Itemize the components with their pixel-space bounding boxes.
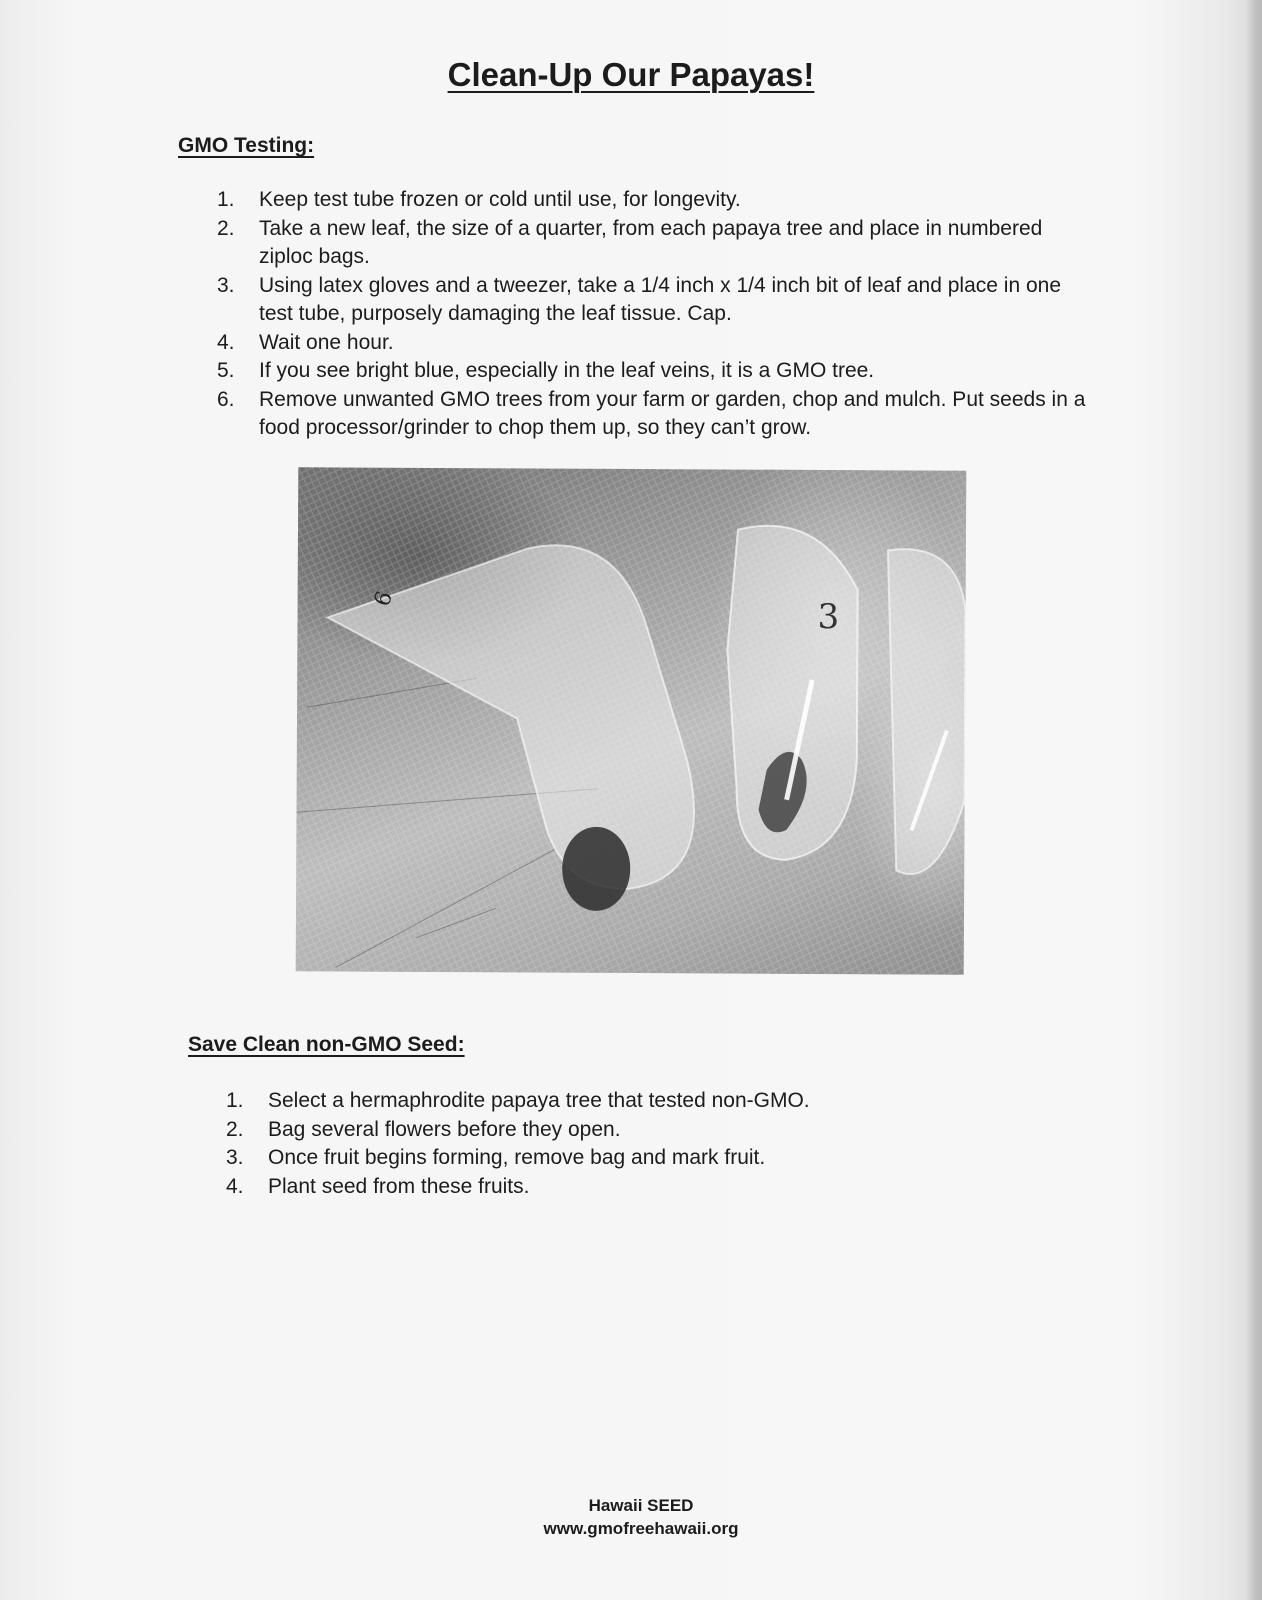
step-text: Select a hermaphrodite papaya tree that tested non-GMO.: [268, 1089, 810, 1112]
page-title: Clean-Up Our Papayas!: [447, 56, 815, 93]
step-number: 5.: [217, 359, 235, 382]
test-tube-partial: [886, 549, 966, 874]
tube-label-3: 3: [817, 596, 840, 638]
test-tube-3: [726, 526, 858, 861]
step-number: 1.: [226, 1089, 244, 1112]
step-number: 3.: [226, 1146, 244, 1169]
list-item: [217, 215, 1097, 272]
seed-saving-steps: [226, 1087, 1086, 1201]
list-item: [217, 272, 1097, 329]
step-text: Remove unwanted GMO trees from your farm or garden, chop and mulch. Put seeds in a food processor/grinder to chop them up, so they can’t grow.: [259, 387, 1086, 439]
tube-label-6: 6: [369, 588, 399, 610]
footer-org: Hawaii SEED: [588, 1496, 694, 1515]
list-item: [217, 386, 1097, 443]
step-number: 3.: [217, 273, 235, 297]
footer-url[interactable]: www.gmofreehawaii.org: [543, 1519, 739, 1538]
footer: [0, 1494, 1262, 1540]
list-item: [226, 1087, 1086, 1116]
step-text: Bag several flowers before they open.: [268, 1117, 621, 1141]
step-number: 4.: [217, 330, 235, 354]
list-item: [226, 1116, 1086, 1145]
list-item: [217, 357, 1097, 386]
scan-edge-shadow: [1246, 0, 1262, 1600]
step-number: 2.: [226, 1117, 244, 1141]
leaf-sample-dark: [562, 827, 630, 911]
step-text: Wait one hour.: [259, 330, 394, 354]
step-number: 1.: [217, 188, 235, 211]
test-tube-illustration: [296, 467, 967, 974]
step-number: 4.: [226, 1174, 244, 1198]
gmo-testing-heading: GMO Testing:: [178, 134, 315, 157]
step-number: 6.: [217, 387, 235, 411]
list-item: [217, 329, 1097, 358]
list-item: [217, 186, 1097, 215]
step-number: 2.: [217, 216, 235, 240]
step-text: Take a new leaf, the size of a quarter, from each papaya tree and place in numbered ziploc bags.: [259, 216, 1043, 268]
list-item: [226, 1144, 1086, 1173]
seed-saving-heading: Save Clean non-GMO Seed:: [188, 1033, 465, 1056]
step-text: Keep test tube frozen or cold until use, for longevity.: [259, 188, 741, 211]
step-text: Plant seed from these fruits.: [268, 1174, 530, 1198]
step-text: If you see bright blue, especially in the leaf veins, it is a GMO tree.: [259, 359, 875, 382]
step-text: Once fruit begins forming, remove bag and mark fruit.: [268, 1146, 766, 1169]
list-item: [226, 1173, 1086, 1202]
step-text: Using latex gloves and a tweezer, take a 1/4 inch x 1/4 inch bit of leaf and place in one test tube, purposely damaging the leaf tissue. Cap.: [259, 273, 1062, 325]
test-tube-photo: [296, 467, 967, 974]
gmo-testing-steps: [217, 186, 1097, 443]
